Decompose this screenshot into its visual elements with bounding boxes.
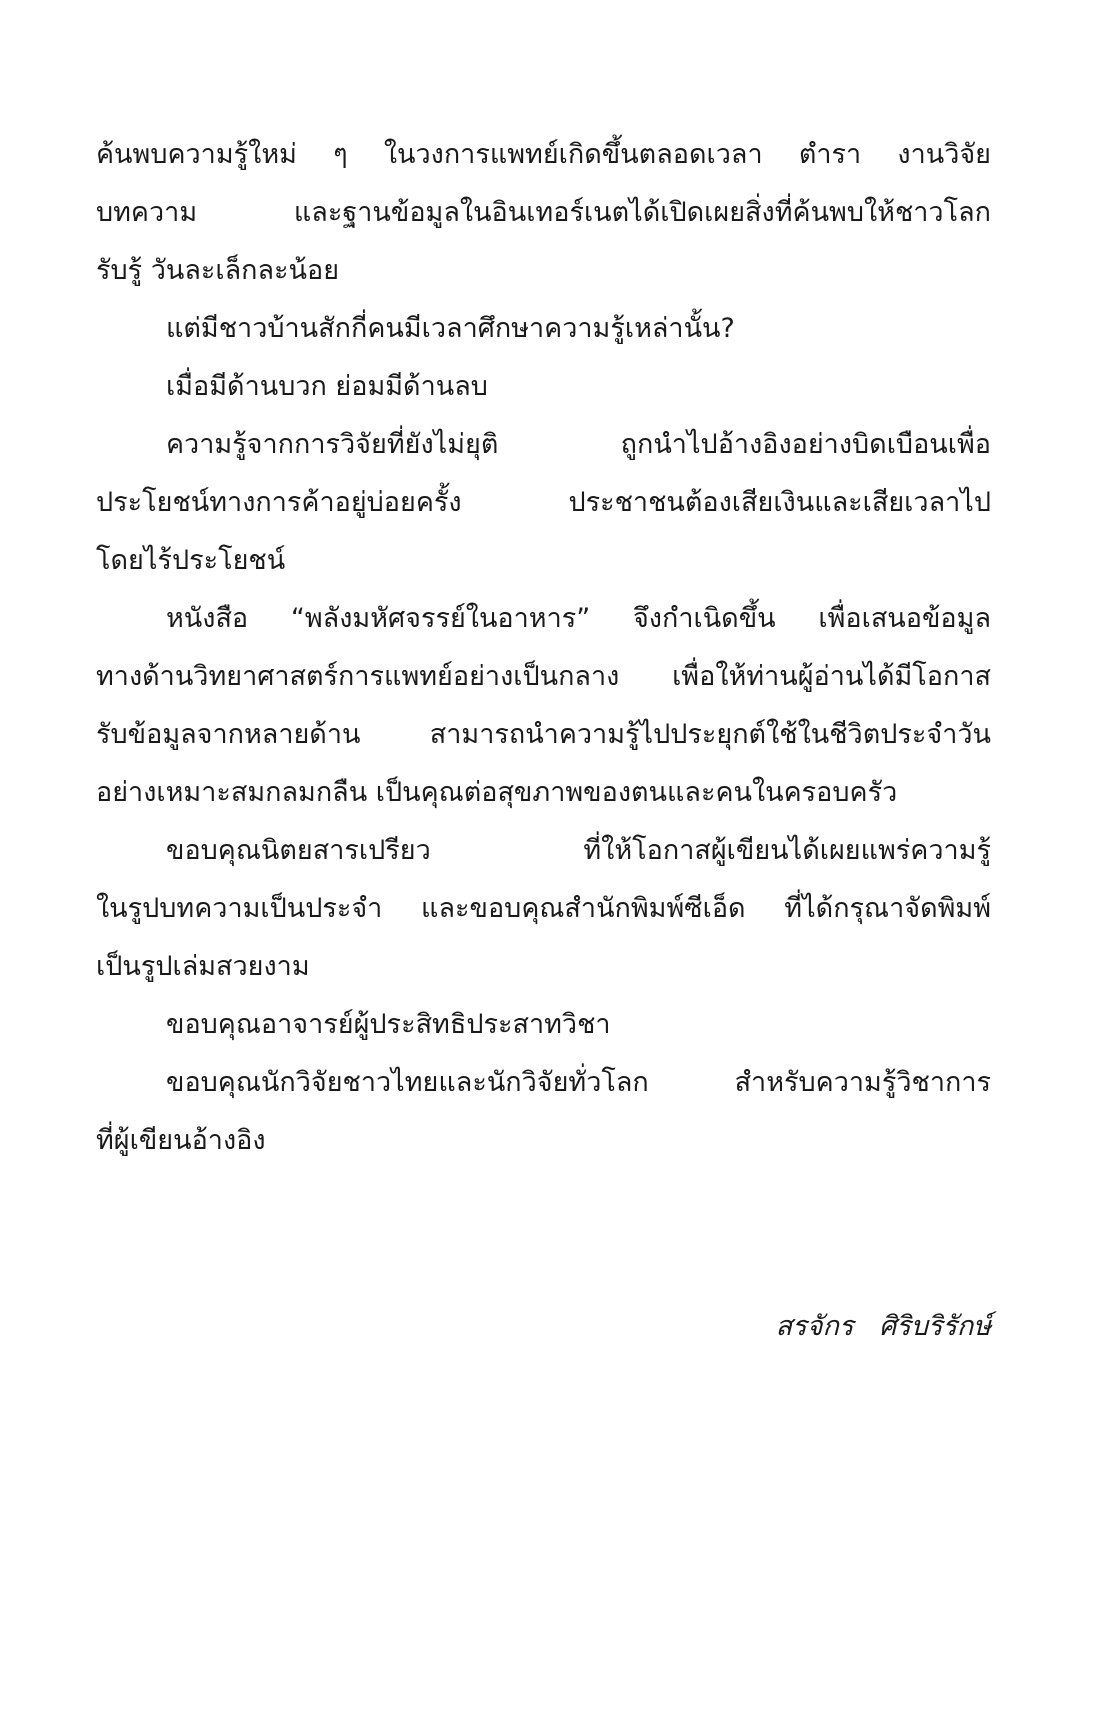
text-line: เมื่อมีด้านบวก ย่อมมีด้านลบ xyxy=(166,371,488,402)
author-signature: สรจักร ศิริบริรักษ์ xyxy=(775,1311,991,1342)
paragraph-thanks-researchers xyxy=(96,1054,991,1170)
body-text xyxy=(96,126,991,1170)
text-line: โดยไร้ประโยชน์ xyxy=(96,545,286,576)
text-line: ค้นพบความรู้ใหม่ ๆ ในวงการแพทย์เกิดขึ้นตลอดเวลา ตำรา งานวิจัย xyxy=(96,139,991,170)
text-line: ขอบคุณอาจารย์ผู้ประสิทธิประสาทวิชา xyxy=(166,1009,611,1040)
paragraph-positive-negative xyxy=(96,358,991,416)
text-line: ประโยชน์ทางการค้าอยู่บ่อยครั้ง ประชาชนต้องเสียเงินและเสียเวลาไป xyxy=(96,487,991,518)
paragraph-new-knowledge xyxy=(96,126,991,300)
text-line: แต่มีชาวบ้านสักกี่คนมีเวลาศึกษาความรู้เหล่านั้น? xyxy=(166,313,735,344)
text-line: รับข้อมูลจากหลายด้าน สามารถนำความรู้ไปประยุกต์ใช้ในชีวิตประจำวัน xyxy=(96,719,991,750)
paragraph-thanks-magazine xyxy=(96,822,991,996)
text-line: ขอบคุณนักวิจัยชาวไทยและนักวิจัยทั่วโลก สำหรับความรู้วิชาการ xyxy=(166,1067,991,1098)
paragraph-question xyxy=(96,300,991,358)
text-line: ขอบคุณนิตยสารเปรียว ที่ให้โอกาสผู้เขียนได้เผยแพร่ความรู้ xyxy=(166,835,991,866)
text-line: บทความ และฐานข้อมูลในอินเทอร์เนตได้เปิดเผยสิ่งที่ค้นพบให้ชาวโลก xyxy=(96,197,991,228)
text-line: ความรู้จากการวิจัยที่ยังไม่ยุติ ถูกนำไปอ้างอิงอย่างบิดเบือนเพื่อ xyxy=(166,429,991,460)
paragraph-book-purpose xyxy=(96,590,991,822)
text-line: รับรู้ วันละเล็กละน้อย xyxy=(96,255,340,286)
text-line: อย่างเหมาะสมกลมกลืน เป็นคุณต่อสุขภาพของตนและคนในครอบครัว xyxy=(96,777,898,808)
text-line: ทางด้านวิทยาศาสตร์การแพทย์อย่างเป็นกลาง เพื่อให้ท่านผู้อ่านได้มีโอกาส xyxy=(96,661,991,692)
text-line: หนังสือ “พลังมหัศจรรย์ในอาหาร” จึงกำเนิดขึ้น เพื่อเสนอข้อมูล xyxy=(166,603,991,634)
text-line: ที่ผู้เขียนอ้างอิง xyxy=(96,1125,266,1156)
text-line: ในรูปบทความเป็นประจำ และขอบคุณสำนักพิมพ์ซีเอ็ด ที่ได้กรุณาจัดพิมพ์ xyxy=(96,893,991,924)
text-line: เป็นรูปเล่มสวยงาม xyxy=(96,951,310,982)
paragraph-distortion xyxy=(96,416,991,590)
paragraph-thanks-teachers xyxy=(96,996,991,1054)
